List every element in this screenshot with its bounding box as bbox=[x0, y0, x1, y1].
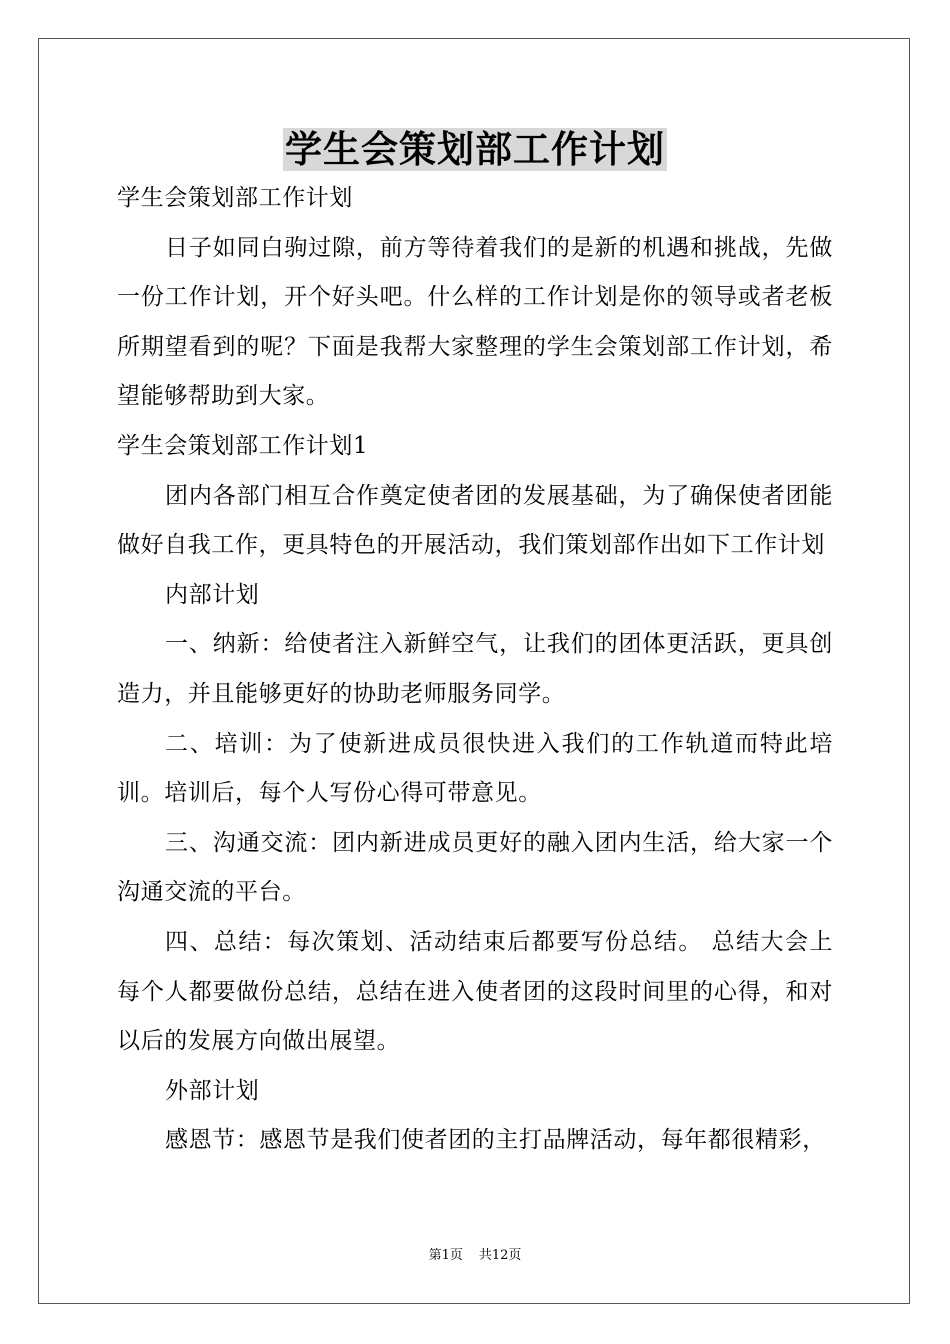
paragraph-section-heading: 学生会策划部工作计划1 bbox=[117, 432, 369, 459]
page-total: 共12页 bbox=[478, 1248, 522, 1263]
document-title bbox=[0, 126, 950, 174]
page-footer bbox=[0, 1246, 950, 1266]
paragraph-training: 二、培训：为了使新进成员很快进入我们的工作轨道而特此培训。培训后，每个人写份心得可带意见。 bbox=[117, 730, 833, 807]
paragraph-thanksgiving: 感恩节：感恩节是我们使者团的主打品牌活动，每年都很精彩， bbox=[165, 1127, 826, 1154]
paragraph-overview: 团内各部门相互合作奠定使者团的发展基础，为了确保使者团能做好自我工作，更具特色的开展活动，我们策划部作出如下工作计划 bbox=[117, 482, 833, 559]
paragraph-recruitment: 一、纳新：给使者注入新鲜空气，让我们的团体更活跃，更具创造力，并且能够更好的协助老师服务同学。 bbox=[117, 631, 833, 707]
paragraph-intro: 日子如同白驹过隙，前方等待着我们的是新的机遇和挑战，先做一份工作计划，开个好头吧。什么样的工作计划是你的领导或者老板所期望看到的呢？下面是我帮大家整理的学生会策划部工作计划，希望能够帮助到大家。 bbox=[117, 234, 833, 410]
page-number: 第1页 bbox=[428, 1248, 463, 1263]
document-body bbox=[117, 174, 833, 1166]
paragraph-subtitle: 学生会策划部工作计划 bbox=[117, 185, 353, 211]
paragraph-external-plan-heading: 外部计划 bbox=[165, 1077, 260, 1104]
paragraph-communication: 三、沟通交流：团内新进成员更好的融入团内生活，给大家一个沟通交流的平台。 bbox=[117, 829, 833, 906]
paragraph-summary: 四、总结：每次策划、活动结束后都要写份总结。 总结大会上每个人都要做份总结，总结在进入使者团的这段时间里的心得，和对以后的发展方向做出展望。 bbox=[117, 928, 833, 1055]
document-title-text: 学生会策划部工作计划 bbox=[285, 128, 665, 171]
paragraph-internal-plan-heading: 内部计划 bbox=[165, 581, 260, 608]
